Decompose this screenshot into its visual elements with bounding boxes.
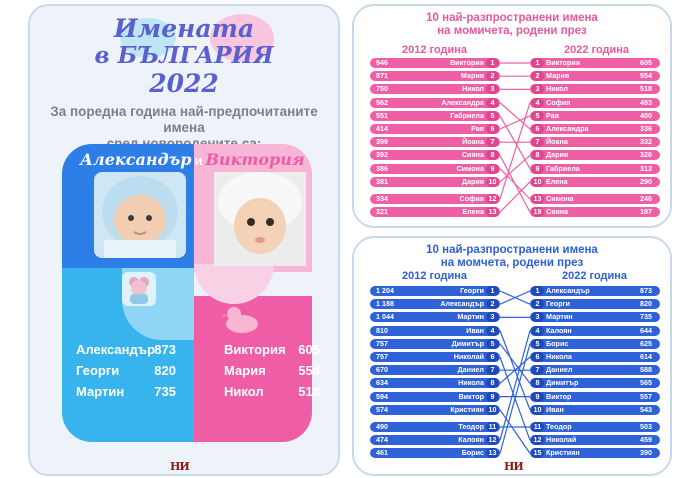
row-rank: 11 [531,422,544,432]
girl-name: Мария [224,363,266,378]
row-count: 400 [640,110,652,120]
girls-title-line-2: на момичета, родени през [437,25,587,37]
row-rank: 7 [486,365,499,375]
left-list-row [370,84,500,94]
row-count: 518 [640,84,652,94]
row-rank: 3 [531,312,544,322]
right-list-row [530,392,660,402]
row-count: 557 [640,391,652,401]
row-count: 543 [640,404,652,414]
row-name: Виктор [458,391,484,401]
row-rank: 2 [531,299,544,309]
left-list-row [370,299,500,309]
girl-stat-row [224,361,320,381]
row-count: 386 [376,163,388,173]
row-count: 503 [640,422,652,431]
row-name: Симона [456,163,484,173]
right-list-row [530,58,660,68]
nsi-logo-icon: НИ [504,460,523,473]
row-name: Габриела [450,110,484,120]
right-list-row [530,435,660,445]
top-names-heading [80,150,305,169]
row-name: Кристиян [546,448,580,458]
row-count: 625 [640,338,652,348]
nsi-logo-icon: НИ [170,460,189,473]
row-name: Теодор [546,422,572,431]
row-name: Елена [546,176,568,186]
left-list-row [370,194,500,204]
row-rank: 13 [486,448,499,458]
row-count: 644 [640,325,652,335]
row-count: 414 [376,124,388,133]
row-count: 554 [640,71,652,81]
row-name: Никола [546,352,572,361]
row-name: Елена [462,207,484,217]
row-name: Никол [546,84,568,94]
baby-boy-photo [94,172,186,258]
row-rank: 5 [486,111,499,121]
row-name: София [459,194,484,203]
row-rank: 1 [486,286,499,296]
boy-stat-row [76,361,176,381]
row-count: 246 [640,194,652,203]
row-name: Мария [546,71,570,81]
boy-stat-row [76,340,176,360]
right-list-row [530,84,660,94]
teddy-bear-icon [122,272,156,306]
boy-stat-row [76,382,176,402]
row-rank: 9 [486,392,499,402]
row-count: 1 204 [376,286,394,295]
right-list-row [530,422,660,432]
row-name: Рая [471,124,484,133]
row-count: 810 [376,325,388,335]
girl-count: 518 [298,384,320,399]
row-name: Георги [546,299,570,309]
row-name: Сияна [461,150,484,160]
left-list-row [370,312,500,322]
boys-year-right: 2022 година [562,270,628,282]
row-rank: 8 [531,150,544,160]
girls-title-line-1: 10 най-разпространени имена [426,12,598,24]
row-rank: 6 [486,124,499,134]
boy-name: Георги [76,363,120,378]
row-name: Мартин [546,312,573,322]
row-name: Симона [546,194,574,203]
row-rank: 8 [486,150,499,160]
left-list-row [370,405,500,415]
row-count: 332 [640,137,652,147]
infographic-left-panel [28,4,340,476]
row-count: 1 044 [376,312,394,322]
boys-year-left: 2012 година [402,270,468,282]
row-name: Николай [453,352,484,361]
row-rank: 3 [486,312,499,322]
left-list-row [370,448,500,458]
row-count: 399 [376,137,388,147]
boys-names-panel [352,236,672,476]
left-list-row [370,365,500,375]
left-list-row [370,98,500,108]
row-rank: 5 [486,339,499,349]
girls-year-left: 2012 година [402,44,468,56]
row-rank: 15 [531,448,544,458]
connector-line [500,331,530,441]
row-count: 574 [376,404,388,414]
left-list-row [370,150,500,160]
left-list-row [370,378,500,388]
left-list-row [370,177,500,187]
connector-line [500,344,530,384]
row-name: Калоян [458,435,484,445]
right-list-row [530,299,660,309]
left-list-row [370,164,500,174]
rubber-duck-icon [220,304,260,334]
row-count: 187 [640,207,652,217]
right-list-row [530,194,660,204]
row-rank: 2 [486,299,499,309]
row-count: 461 [376,448,388,458]
row-count: 820 [640,299,652,309]
right-list-row [530,164,660,174]
row-rank: 10 [486,405,499,415]
row-count: 459 [640,435,652,445]
right-list-row [530,326,660,336]
row-name: Мартин [457,312,484,322]
row-rank: 5 [531,339,544,349]
row-rank: 11 [486,422,499,432]
left-list-row [370,339,500,349]
row-count: 757 [376,338,388,348]
row-count: 946 [376,58,388,67]
girl-name: Никол [224,384,264,399]
row-rank: 9 [486,164,499,174]
row-name: Александра [546,124,589,133]
row-count: 670 [376,365,388,375]
row-rank: 7 [486,137,499,147]
row-name: Даниел [457,365,484,375]
row-rank: 1 [531,58,544,68]
girls-names-panel [352,4,672,228]
row-rank: 12 [531,435,544,445]
left-list-row [370,392,500,402]
left-list-row [370,71,500,81]
row-rank: 2 [486,71,499,81]
row-rank: 6 [486,352,499,362]
row-count: 588 [640,365,652,375]
row-count: 750 [376,84,388,94]
row-rank: 9 [531,392,544,402]
row-count: 565 [640,378,652,388]
row-rank: 4 [486,326,499,336]
row-rank: 5 [531,111,544,121]
right-list-row [530,111,660,121]
girl-count: 554 [298,363,320,378]
row-name: Никола [458,378,484,388]
row-count: 392 [376,150,388,160]
title-line-1: Имената [113,14,255,43]
girl-count: 605 [298,342,320,357]
row-name: Габриела [546,163,580,173]
row-name: Александър [440,299,484,309]
row-name: Александър [546,286,590,295]
row-rank: 10 [486,177,499,187]
row-rank: 7 [531,137,544,147]
row-rank: 12 [486,194,499,204]
row-rank: 4 [531,98,544,108]
row-name: Димитър [451,338,484,348]
row-name: Сияна [546,207,569,217]
title-line-2: в БЪЛГАРИЯ [94,42,274,69]
row-name: Йоана [546,137,568,147]
row-rank: 4 [531,326,544,336]
row-rank: 8 [531,378,544,388]
title-line-3: 2022 [149,69,219,98]
boys-title-line-2: на момчета, родени през [440,257,584,269]
row-count: 735 [640,312,652,322]
row-rank: 3 [531,84,544,94]
row-rank: 3 [486,84,499,94]
baby-boy-illustration [94,172,186,258]
row-count: 490 [376,422,388,431]
row-rank: 1 [531,286,544,296]
right-list-row [530,137,660,147]
row-name: Теодор [458,422,484,431]
row-rank: 12 [486,435,499,445]
left-list-row [370,137,500,147]
row-name: Виктория [546,58,581,67]
girl-name: Виктория [224,342,286,357]
row-count: 871 [376,71,388,81]
left-list-row [370,207,500,217]
row-name: Калоян [546,325,572,335]
left-list-row [370,111,500,121]
row-rank: 1 [486,58,499,68]
row-name: Димитър [546,378,579,388]
row-count: 390 [640,448,652,458]
left-list-row [370,58,500,68]
row-count: 336 [640,124,652,133]
row-name: Дария [461,176,484,186]
row-name: Александра [441,97,484,107]
row-count: 551 [376,110,388,120]
right-list-row [530,124,660,134]
boy-name: Мартин [76,384,125,399]
row-name: Никол [462,84,484,94]
row-rank: 2 [531,71,544,81]
row-rank: 8 [486,378,499,388]
row-name: Йоана [462,137,484,147]
row-count: 757 [376,352,388,361]
girl-stat-row [224,340,320,360]
row-rank: 7 [531,365,544,375]
row-rank: 10 [531,405,544,415]
row-name: Дария [546,150,569,160]
row-count: 873 [640,286,652,295]
right-list-row [530,448,660,458]
row-count: 594 [376,391,388,401]
top-boy-name: Александър [80,150,192,169]
baby-girl-illustration [214,172,306,266]
row-name: Николай [546,435,577,445]
right-list-row [530,286,660,296]
row-name: Даниел [546,365,573,375]
right-list-row [530,98,660,108]
row-rank: 13 [486,207,499,217]
row-rank: 9 [531,164,544,174]
row-count: 634 [376,378,388,388]
right-list-row [530,365,660,375]
right-list-row [530,352,660,362]
row-count: 1 188 [376,299,394,309]
row-rank: 4 [486,98,499,108]
boys-title-line-1: 10 най-разпространени имена [426,244,598,256]
row-rank: 19 [531,207,544,217]
row-name: Кристиян [450,404,484,414]
row-name: Рая [546,110,559,120]
row-count: 313 [640,163,652,173]
boy-count: 820 [154,363,176,378]
right-list-row [530,312,660,322]
right-list-row [530,71,660,81]
baby-girl-photo [214,172,306,266]
connector-line [500,410,530,454]
boy-count: 735 [154,384,176,399]
right-list-row [530,405,660,415]
row-rank: 13 [531,194,544,204]
right-list-row [530,207,660,217]
row-count: 326 [640,150,652,160]
row-count: 474 [376,435,388,445]
row-count: 334 [376,194,388,203]
boy-name: Александър [76,342,156,357]
left-list-row [370,435,500,445]
row-name: Борис [461,448,484,458]
girls-year-right: 2022 година [564,44,630,56]
row-count: 605 [640,58,652,67]
row-rank: 10 [531,177,544,187]
left-list-row [370,326,500,336]
row-name: Георги [460,286,484,295]
left-list-row [370,422,500,432]
row-count: 290 [640,176,652,186]
row-name: Иван [546,404,564,414]
subtitle-line-1: За поредна година най-предпочитаните имена [50,104,318,135]
left-list-row [370,124,500,134]
row-count: 381 [376,176,388,186]
right-list-row [530,339,660,349]
row-rank: 6 [531,352,544,362]
right-list-row [530,150,660,160]
row-count: 493 [640,97,652,107]
row-count: 321 [376,207,388,217]
row-name: Виктория [449,58,484,67]
row-name: Иван [466,325,484,335]
right-list-row [530,378,660,388]
row-name: Виктор [546,391,572,401]
right-list-row [530,177,660,187]
and-word: и [194,153,203,168]
row-count: 562 [376,97,388,107]
girl-stat-row [224,382,320,402]
left-list-row [370,286,500,296]
top-girl-name: Виктория [205,150,305,169]
row-count: 614 [640,352,652,361]
boy-count: 873 [154,342,176,357]
row-name: Борис [546,338,569,348]
row-rank: 6 [531,124,544,134]
row-name: Мария [460,71,484,81]
row-name: София [546,97,571,107]
connector-line [500,155,530,181]
left-list-row [370,352,500,362]
